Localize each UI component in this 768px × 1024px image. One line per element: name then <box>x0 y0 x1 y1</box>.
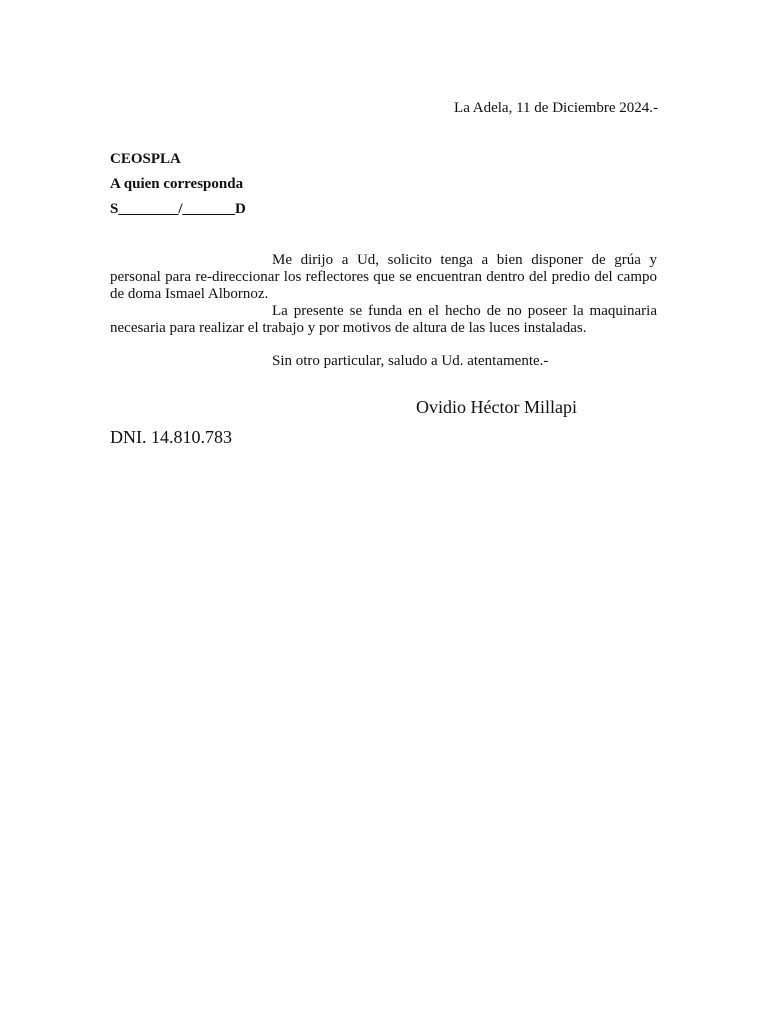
dni-line: DNI. 14.810.783 <box>110 427 232 447</box>
signature-name: Ovidio Héctor Millapi <box>416 397 577 417</box>
closing-line: Sin otro particular, saludo a Ud. atentamente.- <box>272 353 549 369</box>
body-paragraph-1: Me dirijo a Ud, solicito tenga a bien disponer de grúa y personal para re-direccionar los reflectores que se encuentran dentro del predio del campo de doma Ismael Albornoz. <box>110 252 657 302</box>
greeting-line: A quien corresponda <box>110 176 244 192</box>
date-line: La Adela, 11 de Diciembre 2024.- <box>454 100 658 116</box>
body-paragraph-2: La presente se funda en el hecho de no poseer la maquinaria necesaria para realizar el trabajo y por motivos de altura de las luces instaladas. <box>110 303 657 336</box>
sd-line: S________/_______D <box>110 201 246 217</box>
recipient-name: CEOSPLA <box>110 151 181 167</box>
letter-body <box>110 252 657 370</box>
